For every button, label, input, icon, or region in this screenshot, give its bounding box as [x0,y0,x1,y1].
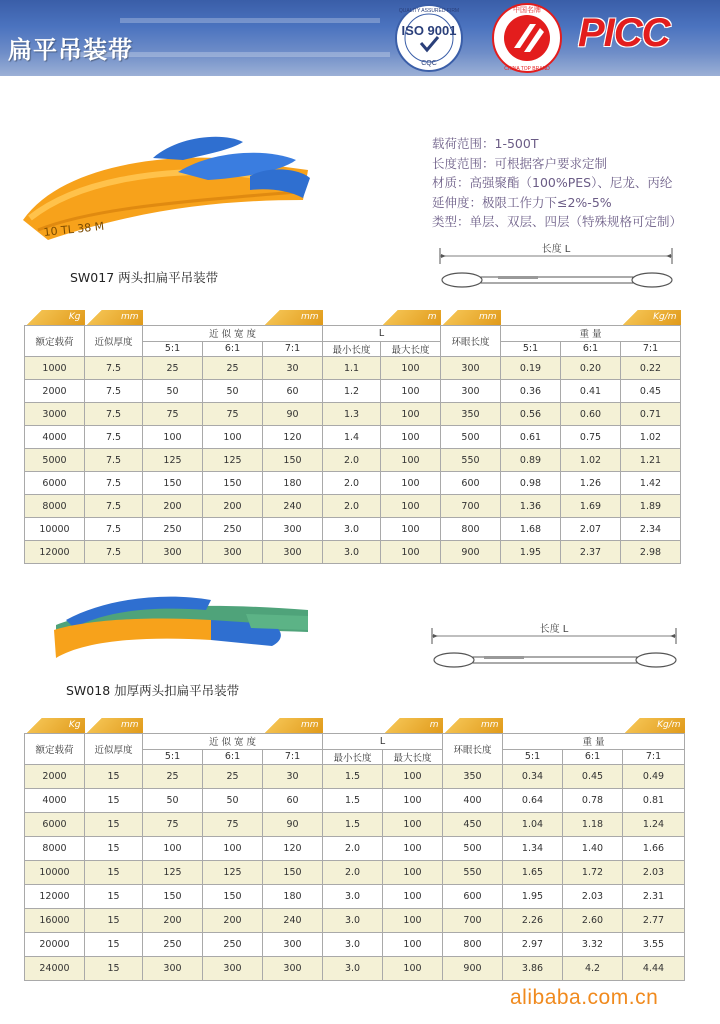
unit-tab: m [383,718,443,733]
spec-line: 类型：单层、双层、四层（特殊规格可定制） [432,214,683,229]
table-cell: 0.60 [561,403,621,426]
table-cell: 75 [203,813,263,837]
table-cell: 2.31 [623,885,685,909]
table-cell: 800 [441,518,501,541]
table-row [25,837,685,861]
header-ratio: 5:1 [501,341,561,357]
header-rated-load: 额定载荷 [25,326,85,357]
header-width: 近 似 宽 度 [143,326,323,342]
table-cell: 1.5 [323,813,383,837]
table-cell: 0.61 [501,426,561,449]
table-cell: 15 [85,813,143,837]
length-label: 长度 L [539,624,569,635]
table-cell: 1.04 [503,813,563,837]
table-cell: 2000 [25,765,85,789]
table-cell: 90 [263,403,323,426]
table-row [25,357,681,380]
table-cell: 150 [263,449,323,472]
table-cell: 12000 [25,885,85,909]
header-thickness: 近似厚度 [85,734,143,765]
header-ratio: 6:1 [203,341,263,357]
page-header [0,0,720,76]
table-cell: 0.45 [563,765,623,789]
table-cell: 4000 [25,426,85,449]
iso-9001-logo [394,3,464,73]
table-cell: 2.0 [323,495,381,518]
table-cell: 500 [443,837,503,861]
table-cell: 1.4 [323,426,381,449]
table-cell: 1.69 [561,495,621,518]
header-max-length: 最大长度 [383,749,443,765]
unit-tab: mm [263,310,323,325]
table-cell: 0.22 [621,357,681,380]
unit-tab: mm [263,718,323,733]
table-cell: 100 [381,541,441,564]
header-ratio: 7:1 [263,749,323,765]
table-cell: 7.5 [85,495,143,518]
table-cell: 0.36 [501,380,561,403]
table-cell: 1.66 [623,837,685,861]
table-cell: 300 [143,957,203,981]
unit-tab: Kg/m [621,310,681,325]
sw017-spec-table [24,310,681,564]
unit-tab: mm [443,718,503,733]
header-rated-load: 额定载荷 [25,734,85,765]
table-cell: 15 [85,933,143,957]
table-cell: 150 [143,472,203,495]
table-cell: 3.86 [503,957,563,981]
table-cell: 125 [203,449,263,472]
china-top-brand-logo [486,2,568,74]
table-cell: 75 [143,813,203,837]
table-cell: 0.81 [623,789,685,813]
table-cell: 600 [441,472,501,495]
table-cell: 600 [443,885,503,909]
table-cell: 100 [203,837,263,861]
table-cell: 0.34 [503,765,563,789]
table-cell: 1.68 [501,518,561,541]
header-max-length: 最大长度 [381,341,441,357]
picc-logo-text: PICC [578,11,670,55]
table-cell: 3.55 [623,933,685,957]
table-cell: 3.0 [323,909,383,933]
table-cell: 25 [143,357,203,380]
table-cell: 1.3 [323,403,381,426]
table-cell: 25 [143,765,203,789]
table-cell: 300 [263,541,323,564]
table-cell: 700 [441,495,501,518]
table-cell: 2.0 [323,861,383,885]
table-cell: 300 [203,541,263,564]
table-cell: 240 [263,495,323,518]
table-cell: 250 [143,933,203,957]
unit-tab: Kg/m [623,718,685,733]
table-cell: 1.65 [503,861,563,885]
table-row [25,380,681,403]
header-ratio: 7:1 [623,749,685,765]
table-cell: 7.5 [85,380,143,403]
table-cell: 900 [441,541,501,564]
table-cell: 50 [143,380,203,403]
table-cell: 1.24 [623,813,685,837]
table-cell: 7.5 [85,357,143,380]
header-ratio: 6:1 [203,749,263,765]
table-cell: 150 [263,861,323,885]
sw018-caption: SW018 加厚两头扣扁平吊装带 [66,683,240,698]
table-cell: 0.71 [621,403,681,426]
sling-print-text: 10 TL 38 M [42,219,105,239]
table-cell: 100 [383,789,443,813]
spec-line: 材质：高强聚酯（100%PES）、尼龙、丙纶 [432,175,673,190]
table-cell: 24000 [25,957,85,981]
table-cell: 450 [443,813,503,837]
table-cell: 75 [143,403,203,426]
table-cell: 300 [263,518,323,541]
table-cell: 1.18 [563,813,623,837]
table-cell: 300 [263,933,323,957]
table-cell: 15 [85,789,143,813]
iso-ring-text: QUALITY ASSURED FIRM [398,8,460,14]
table-cell: 1.72 [563,861,623,885]
header-ratio: 7:1 [621,341,681,357]
table-cell: 6000 [25,813,85,837]
table-cell: 0.89 [501,449,561,472]
table-cell: 0.98 [501,472,561,495]
table-cell: 300 [203,957,263,981]
header-length: L [323,734,443,750]
sw017-length-diagram [432,242,682,294]
table-cell: 1.89 [621,495,681,518]
table-cell: 100 [383,861,443,885]
table-cell: 1.40 [563,837,623,861]
table-cell: 300 [441,380,501,403]
header-min-length: 最小长度 [323,749,383,765]
table-cell: 50 [203,789,263,813]
header-ratio: 7:1 [263,341,323,357]
table-cell: 0.41 [561,380,621,403]
table-cell: 5000 [25,449,85,472]
sw018-length-diagram [424,622,686,674]
spec-list [432,134,717,232]
table-cell: 100 [381,380,441,403]
unit-tab: mm [85,718,143,733]
table-cell: 4.44 [623,957,685,981]
unit-tab: Kg [25,310,85,325]
table-cell: 10000 [25,861,85,885]
table-cell: 3.0 [323,885,383,909]
table-row [25,518,681,541]
unit-tab: Kg [25,718,85,733]
table-cell: 100 [383,837,443,861]
table-cell: 8000 [25,837,85,861]
table-cell: 12000 [25,541,85,564]
table-cell: 15 [85,837,143,861]
table-cell: 2.26 [503,909,563,933]
table-cell: 2.97 [503,933,563,957]
table-row [25,933,685,957]
table-cell: 60 [263,789,323,813]
table-cell: 2000 [25,380,85,403]
sw017-table-body [25,357,681,564]
header-ratio: 5:1 [503,749,563,765]
sw018-sling-image [46,580,316,670]
table-cell: 3.0 [323,957,383,981]
table-cell: 100 [383,957,443,981]
table-cell: 3.0 [323,541,381,564]
table-cell: 100 [203,426,263,449]
table-cell: 1.02 [621,426,681,449]
table-cell: 125 [143,449,203,472]
table-cell: 200 [143,909,203,933]
table-cell: 300 [143,541,203,564]
table-cell: 100 [381,403,441,426]
table-cell: 100 [381,495,441,518]
table-cell: 350 [441,403,501,426]
table-cell: 3.0 [323,933,383,957]
table-cell: 1.02 [561,449,621,472]
table-cell: 2.0 [323,837,383,861]
header-width: 近 似 宽 度 [143,734,323,750]
sw018-spec-table [24,718,685,981]
spec-line: 载荷范围：1-500T [432,136,539,151]
table-cell: 100 [381,472,441,495]
table-cell: 50 [143,789,203,813]
table-cell: 250 [143,518,203,541]
table-row [25,885,685,909]
table-cell: 100 [383,765,443,789]
iso-text: ISO 9001 [401,23,457,38]
table-cell: 3.0 [323,518,381,541]
table-row [25,789,685,813]
header-weight: 重 量 [501,326,681,342]
table-cell: 400 [443,789,503,813]
table-cell: 350 [443,765,503,789]
brand-ring-bottom: CHINA TOP BRAND [504,66,550,72]
table-cell: 250 [203,933,263,957]
unit-tab: m [381,310,441,325]
table-cell: 2.60 [563,909,623,933]
table-row [25,541,681,564]
table-cell: 7.5 [85,472,143,495]
table-cell: 7.5 [85,541,143,564]
table-cell: 3000 [25,403,85,426]
spec-line: 长度范围：可根据客户要求定制 [432,155,608,171]
table-cell: 1.5 [323,789,383,813]
table-cell: 2.07 [561,518,621,541]
table-cell: 100 [381,449,441,472]
table-cell: 2.77 [623,909,685,933]
table-cell: 100 [383,933,443,957]
table-cell: 2.03 [623,861,685,885]
table-cell: 2.0 [323,449,381,472]
table-cell: 15 [85,861,143,885]
table-cell: 4000 [25,789,85,813]
table-cell: 7.5 [85,518,143,541]
table-cell: 700 [443,909,503,933]
length-label: 长度 L [541,244,571,255]
table-cell: 1000 [25,357,85,380]
footer-watermark: alibaba.com.cn [510,986,659,1009]
table-cell: 2.34 [621,518,681,541]
table-cell: 150 [203,885,263,909]
unit-tab: mm [441,310,501,325]
table-cell: 15 [85,765,143,789]
table-cell: 300 [441,357,501,380]
table-cell: 240 [263,909,323,933]
table-cell: 1.42 [621,472,681,495]
table-cell: 200 [203,909,263,933]
table-cell: 200 [143,495,203,518]
table-cell: 10000 [25,518,85,541]
brand-ring-top: 中国名牌 [513,6,541,14]
table-cell: 1.95 [501,541,561,564]
table-cell: 7.5 [85,449,143,472]
spec-line: 延伸度：极限工作力下≤2%-5% [432,194,612,210]
table-cell: 75 [203,403,263,426]
table-cell: 25 [203,765,263,789]
table-cell: 900 [443,957,503,981]
table-cell: 0.19 [501,357,561,380]
header-ratio: 5:1 [143,749,203,765]
table-cell: 15 [85,885,143,909]
table-cell: 7.5 [85,426,143,449]
unit-tab: mm [85,310,143,325]
table-cell: 1.34 [503,837,563,861]
table-cell: 0.45 [621,380,681,403]
table-cell: 15 [85,909,143,933]
table-cell: 550 [443,861,503,885]
table-cell: 500 [441,426,501,449]
header-length: L [323,326,441,342]
table-row [25,449,681,472]
header-decoration [120,18,380,23]
table-cell: 20000 [25,933,85,957]
header-eye-length: 环眼长度 [443,734,503,765]
table-row [25,495,681,518]
table-cell: 60 [263,380,323,403]
header-ratio: 6:1 [561,341,621,357]
table-cell: 7.5 [85,403,143,426]
table-cell: 100 [381,518,441,541]
iso-bottom-text: CQC [421,60,437,67]
table-cell: 100 [383,813,443,837]
table-cell: 8000 [25,495,85,518]
table-cell: 1.36 [501,495,561,518]
table-cell: 300 [263,957,323,981]
table-row [25,813,685,837]
table-cell: 200 [203,495,263,518]
table-cell: 0.56 [501,403,561,426]
table-cell: 1.1 [323,357,381,380]
table-cell: 150 [203,472,263,495]
table-cell: 2.0 [323,472,381,495]
table-row [25,861,685,885]
page-title: 扁平吊装带 [8,36,133,64]
table-cell: 0.75 [561,426,621,449]
header-min-length: 最小长度 [323,341,381,357]
sw017-sling-image [18,130,318,250]
table-cell: 180 [263,885,323,909]
table-row [25,957,685,981]
table-cell: 1.95 [503,885,563,909]
table-cell: 550 [441,449,501,472]
table-cell: 6000 [25,472,85,495]
table-cell: 1.5 [323,765,383,789]
table-cell: 800 [443,933,503,957]
table-cell: 100 [143,426,203,449]
header-eye-length: 环眼长度 [441,326,501,357]
table-cell: 100 [383,909,443,933]
table-cell: 150 [143,885,203,909]
table-cell: 16000 [25,909,85,933]
table-cell: 2.03 [563,885,623,909]
table-cell: 120 [263,837,323,861]
table-cell: 120 [263,426,323,449]
header-thickness: 近似厚度 [85,326,143,357]
table-cell: 100 [381,426,441,449]
table-cell: 2.98 [621,541,681,564]
table-cell: 30 [263,357,323,380]
table-row [25,909,685,933]
table-cell: 30 [263,765,323,789]
table-cell: 1.26 [561,472,621,495]
table-cell: 180 [263,472,323,495]
table-cell: 100 [143,837,203,861]
table-cell: 25 [203,357,263,380]
header-ratio: 6:1 [563,749,623,765]
table-cell: 125 [143,861,203,885]
table-cell: 90 [263,813,323,837]
table-row [25,426,681,449]
table-cell: 0.64 [503,789,563,813]
table-row [25,765,685,789]
table-cell: 3.32 [563,933,623,957]
header-ratio: 5:1 [143,341,203,357]
table-cell: 2.37 [561,541,621,564]
table-cell: 1.21 [621,449,681,472]
table-cell: 100 [383,885,443,909]
table-cell: 0.20 [561,357,621,380]
sw018-table-body [25,765,685,981]
table-cell: 0.78 [563,789,623,813]
table-row [25,472,681,495]
table-cell: 250 [203,518,263,541]
table-cell: 1.2 [323,380,381,403]
table-row [25,403,681,426]
table-cell: 15 [85,957,143,981]
table-cell: 125 [203,861,263,885]
table-cell: 100 [381,357,441,380]
table-cell: 4.2 [563,957,623,981]
sw017-caption: SW017 两头扣扁平吊装带 [70,270,219,285]
table-cell: 50 [203,380,263,403]
header-weight: 重 量 [503,734,685,750]
table-cell: 0.49 [623,765,685,789]
